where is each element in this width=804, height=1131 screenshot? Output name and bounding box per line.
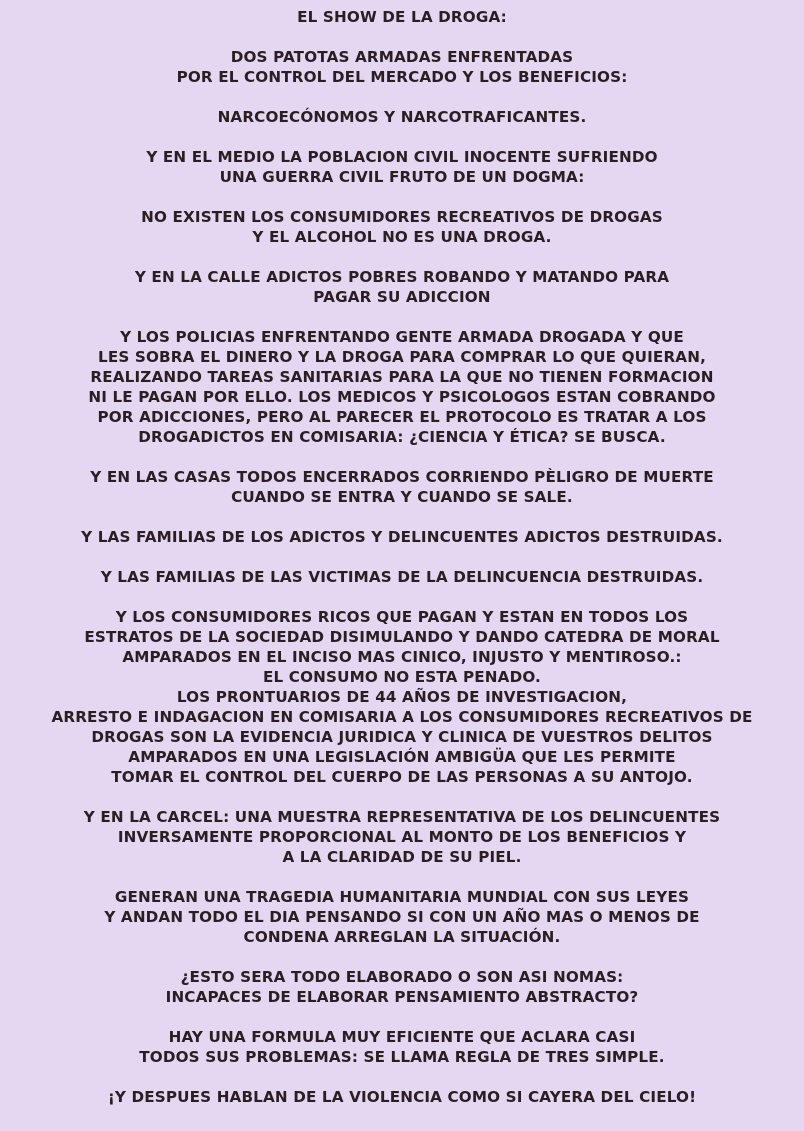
- text-line: UNA GUERRA CIVIL FRUTO DE UN DOGMA:: [219, 168, 585, 186]
- text-line: EL CONSUMO NO ESTA PENADO.: [263, 668, 541, 686]
- text-paragraph: [0, 607, 804, 787]
- text-line: Y EN LAS CASAS TODOS ENCERRADOS CORRIENDO PÈLIGRO DE MUERTE: [90, 468, 714, 486]
- text-line: Y LAS FAMILIAS DE LOS ADICTOS Y DELINCUENTES ADICTOS DESTRUIDAS.: [81, 528, 723, 546]
- text-line: INVERSAMENTE PROPORCIONAL AL MONTO DE LOS BENEFICIOS Y: [117, 828, 687, 846]
- text-paragraph: [0, 327, 804, 447]
- text-line: CUANDO SE ENTRA Y CUANDO SE SALE.: [231, 488, 573, 506]
- text-line: Y EN EL MEDIO LA POBLACION CIVIL INOCENTE SUFRIENDO: [146, 148, 658, 166]
- text-line: AMPARADOS EN UNA LEGISLACIÓN AMBIGÜA QUE LES PERMITE: [128, 748, 676, 766]
- text-line: Y ANDAN TODO EL DIA PENSANDO SI CON UN AÑO MAS O MENOS DE: [104, 908, 700, 926]
- text-paragraph: [0, 1087, 804, 1107]
- text-line: A LA CLARIDAD DE SU PIEL.: [282, 848, 522, 866]
- text-line: TOMAR EL CONTROL DEL CUERPO DE LAS PERSONAS A SU ANTOJO.: [111, 768, 693, 786]
- text-paragraph: [0, 207, 804, 247]
- text-line: PAGAR SU ADICCION: [313, 288, 491, 306]
- text-line: NI LE PAGAN POR ELLO. LOS MEDICOS Y PSICOLOGOS ESTAN COBRANDO: [88, 388, 716, 406]
- text-line: Y LAS FAMILIAS DE LAS VICTIMAS DE LA DELINCUENCIA DESTRUIDAS.: [100, 568, 704, 586]
- text-line: Y LOS CONSUMIDORES RICOS QUE PAGAN Y ESTAN EN TODOS LOS: [115, 608, 689, 626]
- text-line: DOS PATOTAS ARMADAS ENFRENTADAS: [230, 48, 574, 66]
- text-line: AMPARADOS EN EL INCISO MAS CINICO, INJUSTO Y MENTIROSO.:: [122, 648, 682, 666]
- text-line: NO EXISTEN LOS CONSUMIDORES RECREATIVOS DE DROGAS: [141, 208, 663, 226]
- text-paragraph: [0, 807, 804, 867]
- text-paragraph: [0, 967, 804, 1007]
- text-line: POR ADICCIONES, PERO AL PARECER EL PROTOCOLO ES TRATAR A LOS: [97, 408, 707, 426]
- text-line: ¿ESTO SERA TODO ELABORADO O SON ASI NOMAS:: [180, 968, 624, 986]
- text-line: ESTRATOS DE LA SOCIEDAD DISIMULANDO Y DANDO CATEDRA DE MORAL: [84, 628, 720, 646]
- text-paragraph: [0, 267, 804, 307]
- document-title: [0, 7, 804, 27]
- text-line: ARRESTO E INDAGACION EN COMISARIA A LOS CONSUMIDORES RECREATIVOS DE: [51, 708, 753, 726]
- text-line: CONDENA ARREGLAN LA SITUACIÓN.: [243, 928, 561, 946]
- text-line: DROGADICTOS EN COMISARIA: ¿CIENCIA Y ÉTICA? SE BUSCA.: [138, 428, 666, 446]
- text-line: HAY UNA FORMULA MUY EFICIENTE QUE ACLARA CASI: [168, 1028, 636, 1046]
- text-line: POR EL CONTROL DEL MERCADO Y LOS BENEFICIOS:: [176, 68, 628, 86]
- text-paragraph: [0, 567, 804, 587]
- text-line: LES SOBRA EL DINERO Y LA DROGA PARA COMPRAR LO QUE QUIERAN,: [98, 348, 706, 366]
- text-paragraph: [0, 147, 804, 187]
- text-line: Y LOS POLICIAS ENFRENTANDO GENTE ARMADA DROGADA Y QUE: [120, 328, 684, 346]
- text-line: INCAPACES DE ELABORAR PENSAMIENTO ABSTRACTO?: [165, 988, 639, 1006]
- text-line: GENERAN UNA TRAGEDIA HUMANITARIA MUNDIAL CON SUS LEYES: [114, 888, 690, 906]
- text-paragraph: [0, 887, 804, 947]
- text-line: LOS PRONTUARIOS DE 44 AÑOS DE INVESTIGACION,: [176, 688, 628, 706]
- text-line: Y EN LA CARCEL: UNA MUESTRA REPRESENTATIVA DE LOS DELINCUENTES: [83, 808, 721, 826]
- text-line: Y EN LA CALLE ADICTOS POBRES ROBANDO Y MATANDO PARA: [134, 268, 670, 286]
- text-line: DROGAS SON LA EVIDENCIA JURIDICA Y CLINICA DE VUESTROS DELITOS: [91, 728, 713, 746]
- text-paragraph: [0, 1027, 804, 1067]
- text-paragraph: [0, 527, 804, 547]
- text-paragraph: [0, 47, 804, 87]
- title-text: EL SHOW DE LA DROGA:: [297, 8, 507, 26]
- text-line: REALIZANDO TAREAS SANITARIAS PARA LA QUE NO TIENEN FORMACION: [90, 368, 714, 386]
- text-line: TODOS SUS PROBLEMAS: SE LLAMA REGLA DE TRES SIMPLE.: [139, 1048, 665, 1066]
- text-line: Y EL ALCOHOL NO ES UNA DROGA.: [252, 228, 552, 246]
- text-line: ¡Y DESPUES HABLAN DE LA VIOLENCIA COMO SI CAYERA DEL CIELO!: [107, 1088, 697, 1106]
- text-paragraph: [0, 107, 804, 127]
- text-paragraph: [0, 467, 804, 507]
- text-line: NARCOECÓNOMOS Y NARCOTRAFICANTES.: [217, 108, 587, 126]
